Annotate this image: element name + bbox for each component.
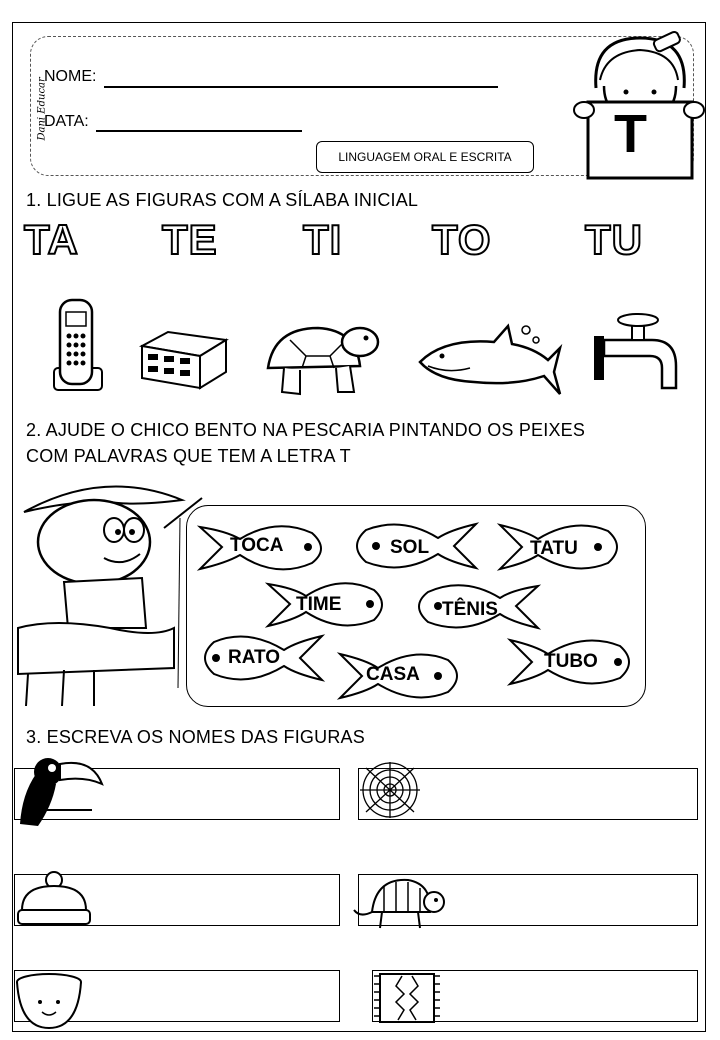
shark-picture[interactable] (414, 320, 562, 400)
fish-word-rato: RATO (228, 647, 281, 668)
signature: Dani Educar (36, 77, 48, 141)
bowl-picture (14, 972, 84, 1030)
section1-instruction: 1. LIGUE AS FIGURAS COM A SÍLABA INICIAL (26, 190, 419, 210)
fish-word-sol: SOL (390, 537, 430, 558)
fish-word-tubo: TUBO (544, 651, 598, 672)
syllable-to[interactable]: TO (432, 216, 492, 263)
name-label: NOME: (44, 68, 97, 85)
syllable-te[interactable]: TE (162, 216, 218, 263)
section2-instruction-line1: 2. AJUDE O CHICO BENTO NA PESCARIA PINTANDO OS PEIXES (26, 420, 586, 440)
date-line[interactable] (96, 114, 302, 132)
fish-word-casa: CASA (366, 664, 420, 685)
subject-label: LINGUAGEM ORAL E ESCRITA (316, 141, 534, 173)
name-line[interactable] (104, 70, 498, 88)
toucan-picture (12, 754, 104, 830)
fish-word-tenis: TÊNIS (442, 599, 498, 620)
fish-word-time: TIME (296, 594, 342, 615)
date-label: DATA: (44, 113, 89, 130)
brick-picture[interactable] (138, 326, 232, 392)
turtle-picture[interactable] (260, 316, 384, 402)
section2-instruction-line2: COM PALAVRAS QUE TEM A LETRA T (26, 446, 351, 466)
chico-bento-fishing-illustration (14, 478, 206, 708)
rug-picture (372, 970, 442, 1026)
spiderweb-picture (358, 760, 422, 820)
badge-letter: T (614, 104, 647, 164)
telephone-picture[interactable] (44, 298, 114, 394)
fish-word-tatu: TATU (530, 538, 578, 559)
section3-instruction: 3. ESCREVA OS NOMES DAS FIGURAS (26, 727, 365, 747)
syllable-tu[interactable]: TU (585, 216, 643, 263)
syllable-ta[interactable]: TA (24, 216, 79, 263)
armadillo-picture (352, 872, 444, 934)
fish-word-toca: TOCA (230, 535, 284, 556)
syllable-ti[interactable]: TI (303, 216, 343, 263)
faucet-picture[interactable] (592, 310, 684, 400)
beanie-picture (16, 870, 92, 928)
